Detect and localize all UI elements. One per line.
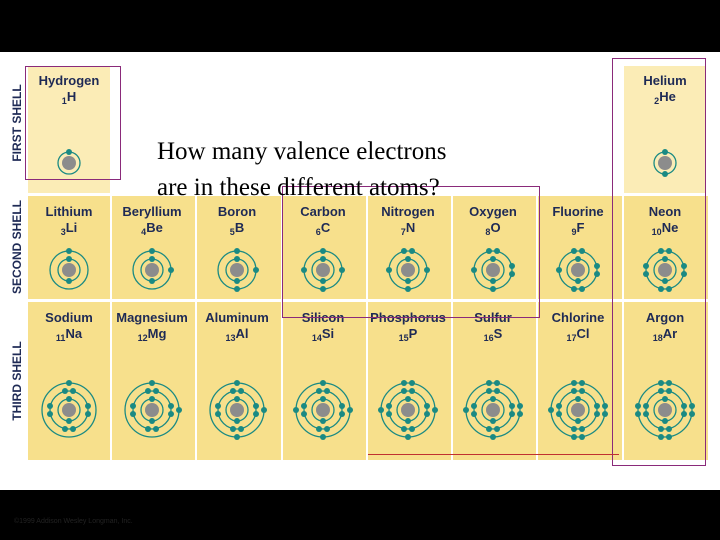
symbol-text: He [659, 89, 676, 104]
atom-diagram [376, 378, 440, 447]
atomic-number: 18 [652, 333, 663, 343]
nucleus [62, 403, 76, 417]
element-symbol [452, 326, 534, 343]
electron-dot [432, 407, 438, 413]
bohr-model [205, 378, 269, 442]
atomic-number: 4 [141, 227, 147, 237]
electron-dot [153, 388, 159, 394]
symbol-text: Li [65, 220, 78, 235]
element-name: Helium [643, 73, 687, 88]
electron-dot [168, 403, 174, 409]
symbol-text: Cl [576, 326, 590, 341]
electron-dot [130, 411, 136, 417]
element-cell-sulfur [452, 302, 534, 460]
electron-dot [149, 418, 155, 424]
element-name: Beryllium [122, 204, 182, 219]
electron-dot [409, 380, 415, 386]
element-symbol [28, 220, 110, 237]
electron-dot [594, 271, 600, 277]
electron-dot [571, 380, 577, 386]
electron-dot [234, 434, 240, 440]
electron-dot [234, 256, 240, 262]
bohr-model [554, 246, 602, 294]
electron-dot [238, 426, 244, 432]
electron-dot [386, 411, 392, 417]
symbol-text: F [576, 220, 585, 235]
symbol-text: Be [146, 220, 163, 235]
electron-dot [234, 380, 240, 386]
electron-dot [401, 380, 407, 386]
symbol-text: Al [235, 326, 249, 341]
electron-dot [548, 407, 554, 413]
electron-dot [66, 256, 72, 262]
electron-dot [571, 388, 577, 394]
electron-dot [424, 403, 430, 409]
nucleus [62, 263, 76, 277]
symbol-text: B [234, 220, 245, 235]
question-text [157, 134, 446, 206]
electron-dot [168, 267, 174, 273]
element-symbol [28, 326, 110, 343]
element-name: Boron [217, 204, 257, 219]
electron-dot [409, 388, 415, 394]
electron-dot [234, 286, 240, 292]
electron-dot [70, 426, 76, 432]
element-name: Phosphorus [370, 310, 446, 325]
electron-dot [409, 426, 415, 432]
electron-dot [85, 411, 91, 417]
electron-dot [571, 248, 577, 254]
nucleus [145, 403, 159, 417]
atomic-number: 9 [571, 227, 577, 237]
electron-dot [401, 426, 407, 432]
symbol-text: C [320, 220, 331, 235]
underline-mark [368, 454, 619, 455]
element-name: Magnesium [116, 310, 188, 325]
electron-dot [556, 267, 562, 273]
electron-dot [253, 403, 259, 409]
element-symbol [537, 220, 619, 237]
element-cell-boron [196, 196, 278, 299]
electron-dot [378, 407, 384, 413]
element-name: Chlorine [551, 310, 605, 325]
noble-gas-highlight-box [612, 58, 706, 466]
electron-dot [594, 411, 600, 417]
electron-dot [602, 403, 608, 409]
electron-dot [494, 388, 500, 394]
electron-dot [66, 248, 72, 254]
electron-dot [405, 396, 411, 402]
nucleus [401, 403, 415, 417]
electron-dot [571, 286, 577, 292]
atomic-number: 6 [315, 227, 321, 237]
element-name: Hydrogen [38, 73, 100, 88]
element-name: Argon [645, 310, 685, 325]
element-symbol [111, 326, 193, 343]
electron-dot [130, 403, 136, 409]
element-cell-magnesium [111, 302, 193, 460]
atomic-number: 17 [566, 333, 577, 343]
electron-dot [401, 388, 407, 394]
electron-dot [509, 411, 515, 417]
element-name: Sodium [45, 310, 93, 325]
electron-dot [575, 418, 581, 424]
electron-dot [517, 403, 523, 409]
symbol-text: O [490, 220, 501, 235]
element-cell-sodium [28, 302, 110, 460]
electron-dot [517, 411, 523, 417]
element-symbol [196, 220, 278, 237]
bohr-model [213, 246, 261, 294]
electron-dot [149, 248, 155, 254]
atomic-number: 16 [483, 333, 494, 343]
bohr-model [37, 378, 101, 442]
electron-dot [575, 396, 581, 402]
electron-dot [575, 278, 581, 284]
atom-diagram [120, 378, 184, 447]
electron-dot [594, 403, 600, 409]
electron-dot [234, 396, 240, 402]
atomic-number: 7 [400, 227, 406, 237]
electron-dot [579, 380, 585, 386]
nucleus [145, 263, 159, 277]
electron-dot [66, 418, 72, 424]
electron-dot [47, 411, 53, 417]
electron-dot [153, 426, 159, 432]
copyright-notice: ©1999 Addison Wesley Longman, Inc. [14, 518, 133, 525]
nucleus [571, 263, 585, 277]
electron-dot [579, 388, 585, 394]
electron-dot [47, 403, 53, 409]
element-name: Aluminum [205, 310, 269, 325]
electron-dot [490, 434, 496, 440]
electron-dot [253, 411, 259, 417]
bohr-model [120, 378, 184, 442]
element-cell-phosphorus [367, 302, 449, 460]
electron-dot [145, 388, 151, 394]
electron-dot [149, 396, 155, 402]
element-symbol [111, 220, 193, 237]
atomic-number: 2 [654, 96, 660, 106]
element-cell-chlorine [537, 302, 619, 460]
element-name: Neon [648, 204, 682, 219]
electron-dot [463, 407, 469, 413]
atomic-number: 14 [311, 333, 322, 343]
electron-dot [579, 248, 585, 254]
bohr-model [45, 246, 93, 294]
electron-dot [494, 380, 500, 386]
electron-dot [486, 426, 492, 432]
electron-dot [490, 396, 496, 402]
electron-dot [405, 418, 411, 424]
nucleus [230, 403, 244, 417]
electron-dot [339, 403, 345, 409]
symbol-text: H [66, 89, 77, 104]
electron-dot [556, 403, 562, 409]
electron-dot [62, 426, 68, 432]
electron-dot [471, 403, 477, 409]
electron-dot [486, 380, 492, 386]
electron-dot [339, 411, 345, 417]
electron-dot [230, 388, 236, 394]
electron-dot [316, 426, 322, 432]
slide-canvas [0, 52, 720, 525]
element-symbol [282, 326, 364, 343]
electron-dot [215, 403, 221, 409]
electron-dot [66, 396, 72, 402]
electron-dot [594, 263, 600, 269]
electron-dot [85, 403, 91, 409]
element-name: Fluorine [552, 204, 604, 219]
electron-dot [405, 434, 411, 440]
electron-dot [176, 407, 182, 413]
symbol-text: Si [321, 326, 335, 341]
bohr-model [291, 378, 355, 442]
atomic-number: 12 [137, 333, 148, 343]
electron-dot [486, 388, 492, 394]
atom-diagram [546, 378, 610, 447]
electron-dot [293, 407, 299, 413]
symbol-text: Na [65, 326, 83, 341]
nucleus [486, 403, 500, 417]
electron-dot [234, 278, 240, 284]
third-shell-label: THIRD SHELL [10, 341, 24, 421]
atomic-number: 8 [485, 227, 491, 237]
atom-diagram [37, 378, 101, 447]
element-cell-aluminum [196, 302, 278, 460]
electron-dot [579, 286, 585, 292]
electron-dot [66, 380, 72, 386]
electron-dot [347, 407, 353, 413]
electron-dot [509, 403, 515, 409]
question-line-1: How many valence electrons [157, 138, 447, 165]
atomic-number: 13 [225, 333, 236, 343]
atom-diagram [128, 246, 176, 299]
electron-dot [324, 388, 330, 394]
electron-dot [66, 278, 72, 284]
electron-dot [424, 411, 430, 417]
symbol-text: S [493, 326, 503, 341]
bohr-model [376, 378, 440, 442]
nucleus [316, 403, 330, 417]
electron-dot [62, 388, 68, 394]
electron-dot [490, 418, 496, 424]
electron-dot [168, 411, 174, 417]
symbol-text: N [405, 220, 416, 235]
electron-dot [571, 434, 577, 440]
element-cell-lithium [28, 196, 110, 299]
symbol-text: P [408, 326, 418, 341]
symbol-text: Mg [147, 326, 167, 341]
electron-dot [320, 434, 326, 440]
electron-dot [471, 411, 477, 417]
electron-dot [234, 418, 240, 424]
electron-dot [320, 380, 326, 386]
electron-dot [316, 388, 322, 394]
hydrogen-highlight-box [25, 66, 121, 180]
atom-diagram [291, 378, 355, 447]
electron-dot [70, 388, 76, 394]
electron-dot [556, 411, 562, 417]
electron-dot [602, 411, 608, 417]
electron-dot [149, 380, 155, 386]
atom-diagram [213, 246, 261, 299]
bohr-model [461, 378, 525, 442]
atom-diagram [45, 246, 93, 299]
electron-dot [575, 256, 581, 262]
electron-dot [145, 426, 151, 432]
atomic-number: 1 [61, 96, 67, 106]
element-name: Nitrogen [381, 204, 435, 219]
element-symbol [537, 326, 619, 343]
element-cell-silicon [282, 302, 364, 460]
element-symbol [367, 326, 449, 343]
element-cell-fluorine [537, 196, 619, 299]
element-name: Oxygen [469, 204, 517, 219]
atom-diagram [554, 246, 602, 299]
electron-dot [261, 407, 267, 413]
electron-dot [253, 267, 259, 273]
atomic-number: 3 [60, 227, 66, 237]
electron-dot [149, 256, 155, 262]
atomic-number: 15 [398, 333, 409, 343]
atom-diagram [461, 378, 525, 447]
bohr-model [546, 378, 610, 442]
first-shell-label: FIRST SHELL [10, 84, 24, 162]
element-name: Sulfur [474, 310, 512, 325]
electron-dot [579, 434, 585, 440]
atomic-number: 5 [229, 227, 235, 237]
electron-dot [579, 426, 585, 432]
electron-dot [230, 426, 236, 432]
electron-dot [234, 248, 240, 254]
atom-diagram [205, 378, 269, 447]
electron-dot [301, 411, 307, 417]
electron-dot [571, 426, 577, 432]
electron-dot [215, 411, 221, 417]
symbol-text: Ar [662, 326, 678, 341]
element-name: Lithium [45, 204, 93, 219]
atomic-number: 11 [55, 333, 66, 343]
element-cell-beryllium [111, 196, 193, 299]
element-name: Carbon [300, 204, 346, 219]
question-line-2: are in these different atoms? [157, 174, 440, 201]
bohr-model [128, 246, 176, 294]
element-name: Silicon [301, 310, 345, 325]
electron-dot [320, 418, 326, 424]
nucleus [230, 263, 244, 277]
atomic-number: 10 [651, 227, 662, 237]
electron-dot [149, 278, 155, 284]
electron-dot [494, 426, 500, 432]
electron-dot [301, 403, 307, 409]
electron-dot [238, 388, 244, 394]
symbol-text: Ne [661, 220, 679, 235]
second-shell-label: SECOND SHELL [10, 200, 24, 295]
electron-dot [386, 403, 392, 409]
electron-dot [320, 396, 326, 402]
element-symbol [196, 326, 278, 343]
nucleus [571, 403, 585, 417]
electron-dot [324, 426, 330, 432]
